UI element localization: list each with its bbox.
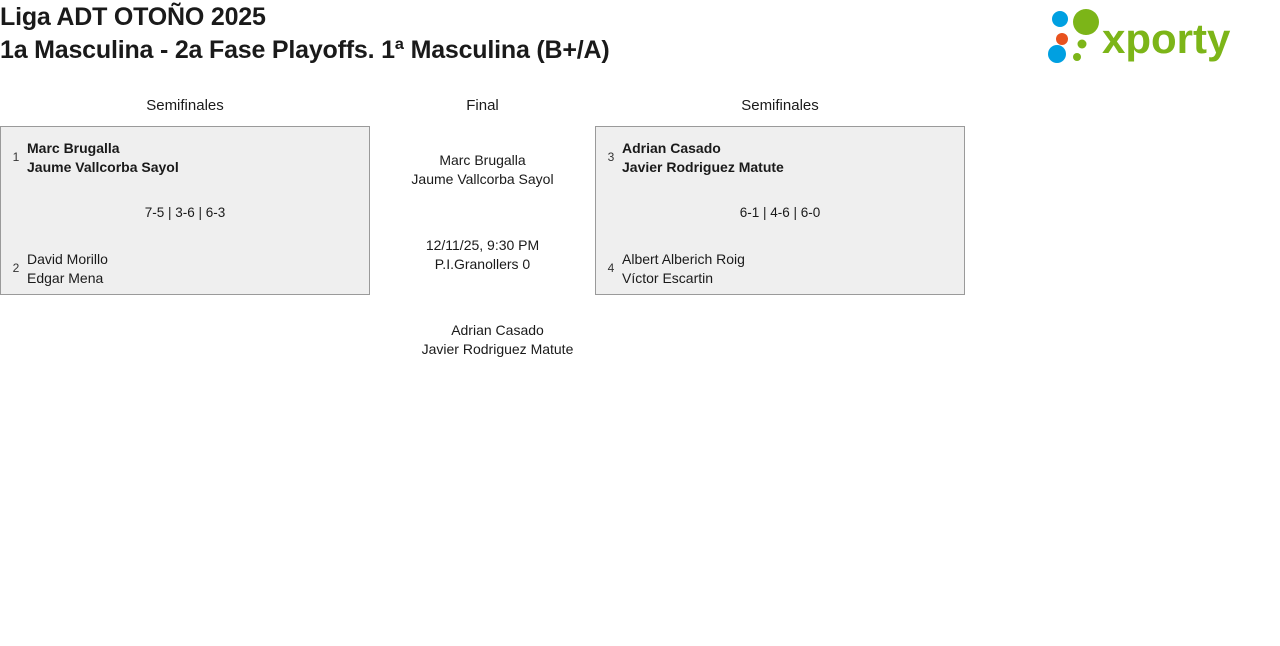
round-label-semifinals-left: Semifinales — [146, 97, 224, 114]
team-seed: 1 — [12, 150, 20, 164]
team-seed: 4 — [607, 261, 615, 275]
team-names — [622, 250, 745, 288]
team-seed: 3 — [607, 150, 615, 164]
xporty-logo[interactable] — [1044, 8, 1272, 64]
player-name: Marc Brugalla — [27, 140, 120, 156]
match-box-semifinal-right[interactable] — [595, 126, 965, 295]
team-seed: 2 — [12, 261, 20, 275]
page-title: Liga ADT OTOÑO 2025 — [0, 3, 266, 31]
player-name: Albert Alberich Roig — [622, 251, 745, 267]
final-team-bottom[interactable] — [370, 321, 625, 359]
player-name: Edgar Mena — [27, 270, 104, 286]
match-score: 6-1 | 4-6 | 6-0 — [739, 205, 821, 220]
team-names — [622, 139, 784, 177]
player-name: Jaume Vallcorba Sayol — [411, 171, 554, 187]
player-name: Víctor Escartin — [622, 270, 714, 286]
svg-text:xporty: xporty — [1102, 15, 1231, 62]
final-match-info — [370, 236, 595, 274]
match-team-top[interactable] — [1, 139, 369, 179]
player-name: Javier Rodriguez Matute — [622, 159, 784, 175]
player-name: Adrian Casado — [451, 322, 544, 338]
team-names — [27, 250, 108, 288]
player-name: Marc Brugalla — [439, 152, 526, 168]
match-score: 7-5 | 3-6 | 6-3 — [144, 205, 226, 220]
final-venue: P.I.Granollers 0 — [434, 256, 531, 272]
team-names — [27, 139, 179, 177]
round-label-final: Final — [466, 97, 499, 114]
player-name: David Morillo — [27, 251, 108, 267]
match-team-bottom[interactable] — [1, 250, 369, 290]
round-label-semifinals-right: Semifinales — [741, 97, 819, 114]
player-name: Javier Rodriguez Matute — [421, 341, 574, 357]
match-team-bottom[interactable] — [596, 250, 964, 290]
match-team-top[interactable] — [596, 139, 964, 179]
final-datetime: 12/11/25, 9:30 PM — [425, 237, 540, 253]
final-team-top[interactable] — [370, 151, 595, 189]
player-name: Adrian Casado — [622, 140, 721, 156]
page-subtitle: 1a Masculina - 2a Fase Playoffs. 1ª Masculina (B+/A) — [0, 36, 610, 64]
player-name: Jaume Vallcorba Sayol — [27, 159, 179, 175]
match-box-semifinal-left[interactable] — [0, 126, 370, 295]
